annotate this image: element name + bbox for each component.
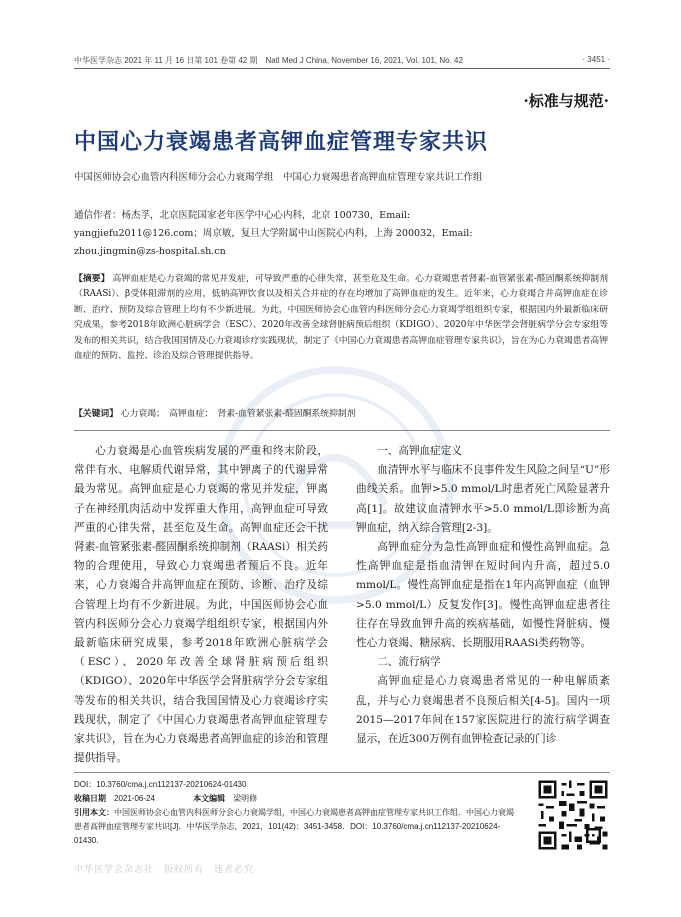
citation: [74, 806, 514, 848]
citation-label: 引用本文：: [74, 808, 114, 817]
running-header-page: · 3451 ·: [582, 55, 610, 64]
editor-label: 本文编辑: [193, 794, 226, 803]
editor-name: 梁明修: [233, 794, 258, 803]
header-rule: [74, 68, 610, 69]
qr-code-icon: [536, 778, 610, 852]
doi: DOI：10.3760/cma.j.cn112137-20210624-01430: [74, 780, 247, 789]
received-label: 收稿日期: [74, 794, 106, 803]
keywords-text: 心力衰竭； 高钾血症； 肾素-血管紧张素-醛固酮系统抑制剂: [120, 409, 356, 419]
body-column-right: [356, 442, 610, 749]
article-title: 中国心力衰竭患者高钾血症管理专家共识: [74, 129, 489, 155]
keywords-label: 【关键词】: [74, 409, 118, 419]
author-groups: 中国医师协会心血管内科医师分会心力衰竭学组 中国心力衰竭患者高钾血症管理专家共识工作组: [74, 172, 483, 183]
article-footer: [74, 778, 514, 848]
keywords: [74, 406, 608, 419]
abstract: [74, 272, 608, 364]
dates-row: [74, 792, 514, 806]
section-tag: ·标准与规范·: [523, 92, 609, 110]
correspondence: 通信作者：杨杰孚，北京医院国家老年医学中心心内科，北京 100730，Email: yangjiefu2011@126.com；周京敏，复旦大学附属中山医院心内科，上海 200032，Email: zhou.jingmin@zs-hospital.sh.cn: [74, 210, 473, 257]
section-heading-epidemiology: 二、流行病学: [377, 656, 441, 669]
abstract-text: 高钾血症是心力衰竭的常见并发症，可导致严重的心律失常，甚至危及生命。心力衰竭患者肾素-血管紧张素-醛固酮系统抑制剂（RAASi）、β受体阻滞剂的应用，低钠高钾饮食以及相关合并症的存在均增加了高钾血症的发生。近年来，心力衰竭合并高钾血症在诊断、治疗、预防及综合管理上均有不少新进展。为此，中国医师协会心血管内科医师分会心力衰竭学组组织专家，根据国内外最新临床研究成果，参考2018年欧洲心脏病学会（ESC）、2020年改善全球肾脏病预后组织（KDIGO）、2020年中华医学会肾脏病学分会专家组等发布的相关共识，结合我国国情及心力衰竭诊疗实践现状，制定了《中国心力衰竭患者高钾血症管理专家共识》，旨在为心力衰竭患者高钾血症的预防、监控、诊治及综合管理提供指导。: [74, 274, 609, 362]
body-column-left: [74, 442, 328, 768]
received-date: 2021-06-24: [114, 794, 155, 803]
epidemiology-paragraph: 高钾血症是心力衰竭患者常见的一种电解质紊乱，并与心力衰竭患者不良预后相关[4-5]。国内一项2015—2017年间在157家医院进行的流行病学调查显示，在近300万例有血钾检查记录的门诊: [356, 675, 610, 746]
intro-paragraph: 心力衰竭是心血管疾病发展的严重和终末阶段，常伴有水、电解质代谢异常，其中钾离子的代谢异常最为常见。高钾血症是心力衰竭的常见并发症，钾离子在神经肌肉活动中发挥重大作用，高钾血症可导致严重的心律失常，甚至危及生命。高钾血症还会干扰肾素-血管紧张素-醛固酮系统抑制剂（RAASi）相关药物的合理使用，导致心力衰竭患者预后不良。近年来，心力衰竭合并高钾血症在预防、诊断、治疗及综合管理上均有不少新进展。为此，中国医师协会心血管内科医师分会心力衰竭学组组织专家，根据国内外最新临床研究成果，参考2018年欧洲心脏病学会（ESC）、2020年改善全球肾脏病预后组织（KDIGO）、2020年中华医学会肾脏病学分会专家组等发布的相关共识，结合我国国情及心力衰竭诊疗实践现状，制定了《中国心力衰竭患者高钾血症管理专家共识》，旨在为心力衰竭患者高钾血症的诊治和管理提供指导。: [74, 445, 328, 765]
publisher-footer-logo: 中华医学会杂志社 版权所有 违者必究: [74, 864, 255, 874]
abstract-label: 【摘要】: [74, 274, 110, 284]
definition-paragraph-2: 高钾血症分为急性高钾血症和慢性高钾血症。急性高钾血症是指血清钾在短时间内升高，超过5.0 mmol/L。慢性高钾血症是指在1年内高钾血症（血钾>5.0 mmol/L）反复发作[3]。慢性高钾血症患者往往存在导致血钾升高的疾病基础，如慢性肾脏病、慢性心力衰竭、糖尿病、长期服用RAASi类药物等。: [356, 541, 610, 650]
running-header: [74, 55, 610, 66]
citation-text: 中国医师协会心血管内科医师分会心力衰竭学组，中国心力衰竭患者高钾血症管理专家共识工作组．中国心力衰竭患者高钾血症管理专家共识[J]．中华医学杂志，2021，101(42)：3451-3458．DOI：10.3760/cma.j.cn112137-20210624-01430.: [74, 808, 514, 845]
section-heading-definition: 一、高钾血症定义: [377, 445, 462, 457]
running-header-journal: 中华医学杂志 2021 年 11 月 16 日第 101 卷第 42 期 Natl Med J China, November 16, 2021, Vol. 101, No. 42: [74, 56, 463, 65]
definition-paragraph-1: 血清钾水平与临床不良事件发生风险之间呈“U”形曲线关系。血钾>5.0 mmol/L时患者死亡风险显著升高[1]。故建议血清钾水平>5.0 mmol/L即诊断为高钾血症，纳入综合管理[2-3]。: [356, 464, 610, 534]
abstract-divider: [74, 430, 610, 431]
footer-rule: [74, 772, 610, 773]
